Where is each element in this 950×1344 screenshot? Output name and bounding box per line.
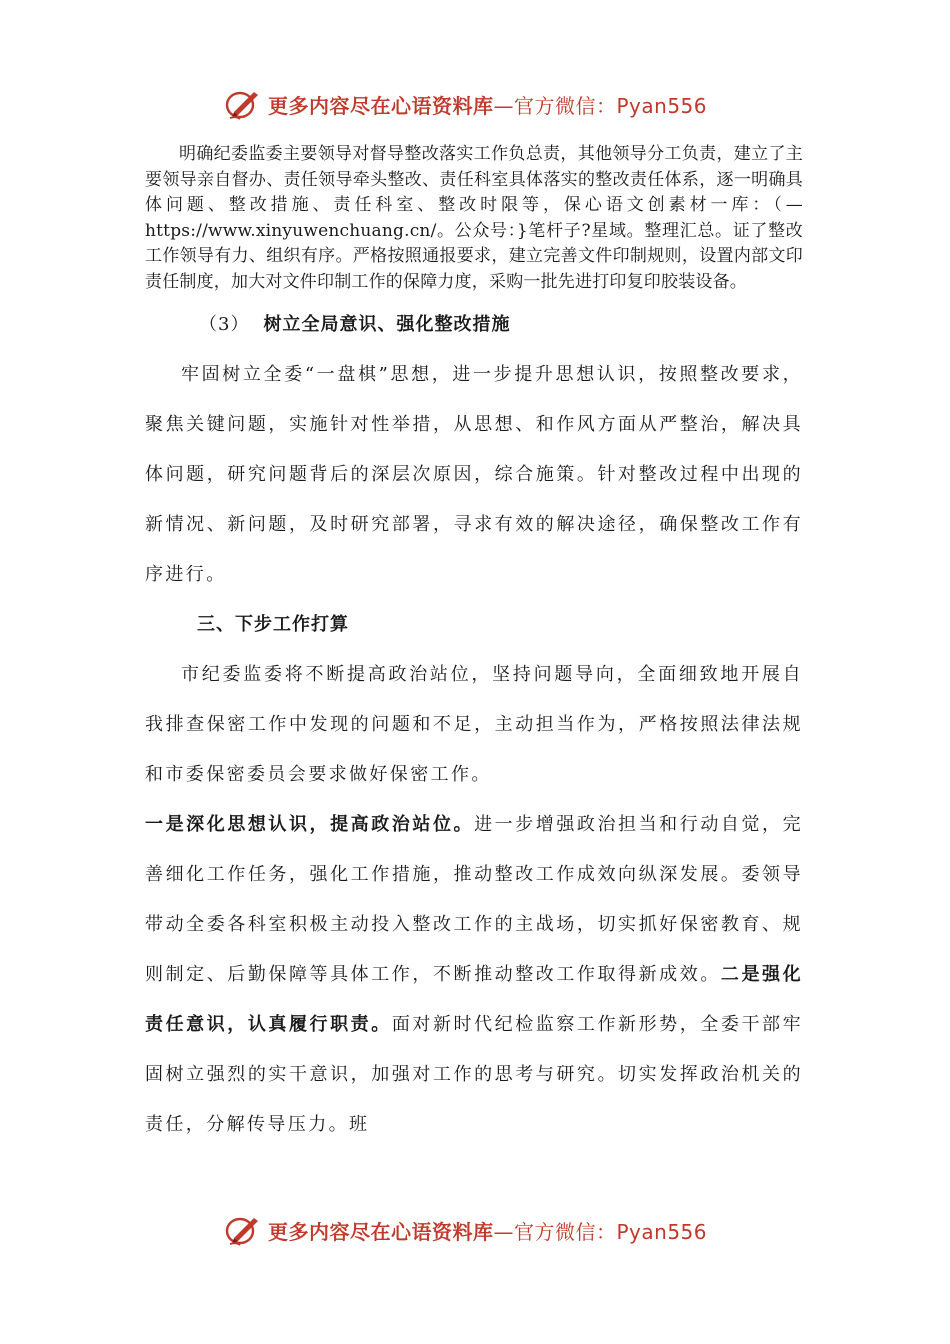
document-body <box>145 142 803 1150</box>
subheading-title: 树立全局意识、强化整改措施 <box>263 313 511 335</box>
measure-text-1: 进一步增强政治担当和行动自觉，完善细化工作任务，强化工作措施，推动整改工作成效向纵深发展。委领导带动全委各科室积极主动投入整改工作的主战场，切实抓好保密教育、规则制定、后勤保障等具体工作，不断推动整改工作取得新成效。 <box>145 813 803 985</box>
lead-phrase-2: 二是强化责任意识，认真履行职责。 <box>145 963 803 1035</box>
banner-brand: 更多内容尽在心语资料库 <box>268 94 494 118</box>
section-title: 三、下步工作打算 <box>197 613 349 635</box>
banner-text <box>268 90 707 119</box>
measure-text-2: 面对新时代纪检监察工作新形势，全委干部牢固树立强烈的实干意识，加强对工作的思考与研究。切实发挥政治机关的责任，分解传导压力。班 <box>145 1013 803 1135</box>
pen-logo-icon <box>224 86 264 122</box>
paragraph-measures <box>145 800 803 1150</box>
pen-logo-icon <box>224 1212 264 1248</box>
banner-text <box>268 1216 707 1245</box>
footer-banner <box>0 1210 950 1250</box>
banner-wechat: 官方微信：Pyan556 <box>514 1220 708 1244</box>
header-banner <box>0 84 950 124</box>
banner-brand: 更多内容尽在心语资料库 <box>268 1220 494 1244</box>
banner-wechat: 官方微信：Pyan556 <box>514 94 708 118</box>
paragraph-global-awareness: 牢固树立全委“一盘棋”思想，进一步提升思想认识，按照整改要求，聚焦关键问题，实施针对性举措，从思想、和作风方面从严整治，解决具体问题，研究问题背后的深层次原因，综合施策。针对整改过程中出现的新情况、新问题，及时研究部署，寻求有效的解决途径，确保整改工作有序进行。 <box>145 363 803 585</box>
lead-phrase-1: 一是深化思想认识，提高政治站位。 <box>145 813 475 835</box>
subheading-3 <box>145 300 803 350</box>
paragraph-next-steps: 市纪委监委将不断提高政治站位，坚持问题导向，全面细致地开展自我排查保密工作中发现的问题和不足，主动担当作为，严格按照法律法规和市委保密委员会要求做好保密工作。 <box>145 663 803 785</box>
subheading-number: （3） <box>199 313 250 335</box>
paragraph-responsibility: 明确纪委监委主要领导对督导整改落实工作负总责，其他领导分工负责，建立了主要领导亲自督办、责任领导牵头整改、责任科室具体落实的整改责任体系，逐一明确具体问题、整改措施、责任科室、整改时限等，保心语文创素材一库：（—https://www.xinyuwenchuang.cn/。公众号：}笔杆子?星域。整理汇总。证了整改工作领导有力、组织有序。严格按照通报要求，建立完善文件印制规则，设置内部文印责任制度，加大对文件印制工作的保障力度，采购一批先进打印复印胶装设备。 <box>145 144 803 292</box>
banner-dash: — <box>493 94 514 118</box>
banner-dash: — <box>493 1220 514 1244</box>
